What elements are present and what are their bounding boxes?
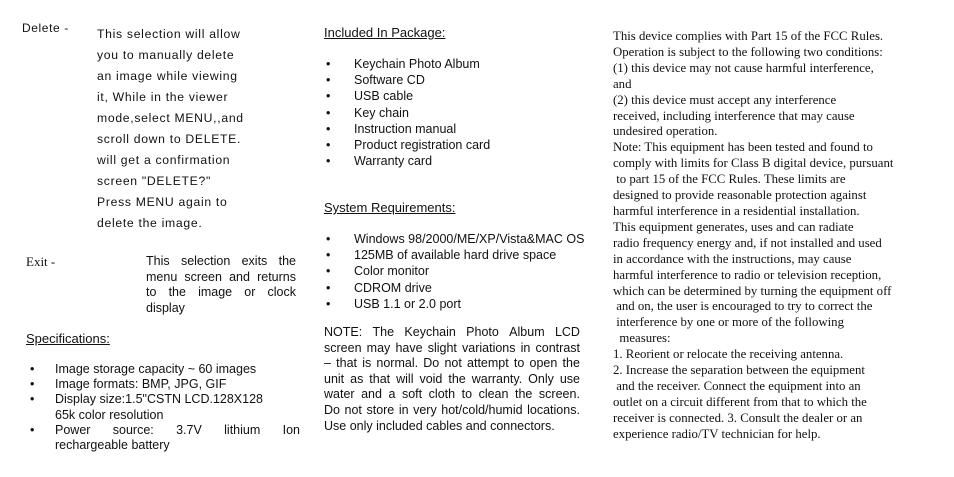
spec-line: [55, 438, 300, 453]
spec-item: [30, 392, 300, 422]
fcc-line: outlet on a circuit different from that to which the: [613, 394, 867, 409]
word: will: [396, 371, 414, 386]
bullet-icon: •: [326, 121, 331, 136]
word: not: [444, 356, 462, 371]
word: soft: [401, 387, 423, 402]
fcc-line: interference by one or more of the following: [613, 315, 844, 330]
word: returns: [257, 269, 296, 284]
word: the: [448, 371, 466, 386]
word: The: [372, 325, 395, 339]
word: NOTE:: [324, 325, 363, 339]
word: Do: [324, 402, 340, 417]
delete-line: mode,select MENU,,and: [97, 111, 244, 125]
word: Image formats: BMP, JPG, GIF: [55, 377, 227, 392]
fcc-line: 1. Reorient or relocate the receiving antenna.: [613, 347, 844, 362]
package-item-label: Key chain: [354, 105, 409, 120]
delete-line: you to manually delete: [97, 48, 235, 62]
word: screen.: [538, 387, 580, 402]
delete-line: This selection will allow: [97, 27, 241, 41]
package-item: [326, 105, 490, 121]
requirement-item-label: CDROM drive: [354, 280, 432, 295]
word: This: [146, 254, 170, 268]
word: Keychain: [404, 325, 456, 339]
word: selection: [180, 254, 231, 268]
exit-line: [146, 285, 296, 301]
package-item: [326, 88, 490, 104]
bullet-icon: •: [30, 362, 35, 376]
fcc-line: undesired operation.: [613, 124, 718, 139]
package-item-label: Warranty card: [354, 154, 433, 169]
fcc-line: harmful interference to radio or television reception,: [613, 267, 882, 282]
fcc-line: in accordance with the instructions, may cause: [613, 251, 852, 266]
fcc-line: This device complies with Part 15 of the FCC Rules.: [613, 29, 884, 43]
bullet-icon: •: [326, 89, 331, 104]
bullet-icon: •: [326, 248, 331, 263]
fcc-line: designed to provide reasonable protection against: [613, 188, 867, 203]
delete-line: an image while viewing: [97, 69, 238, 83]
word: and: [229, 269, 250, 284]
word: Ion: [282, 422, 300, 437]
note-paragraph: [324, 325, 580, 434]
package-item-label: USB cable: [354, 89, 414, 104]
word: store: [366, 402, 395, 417]
spec-text: [55, 362, 300, 377]
word: clean: [478, 387, 509, 402]
requirements-list: [326, 231, 584, 312]
fcc-line: receiver is connected. 3. Consult the dealer or an: [613, 410, 863, 425]
word: to: [461, 387, 473, 402]
specifications-heading: Specifications:: [26, 331, 110, 346]
word: locations.: [527, 402, 580, 417]
fcc-line: which can be determined by turning the equipment off: [613, 283, 892, 298]
word: that: [336, 356, 357, 371]
bullet-icon: •: [30, 422, 35, 437]
word: Only: [528, 371, 554, 386]
exit-description: [146, 254, 296, 316]
bullet-icon: •: [326, 264, 331, 279]
word: Do: [423, 356, 440, 371]
word: slight: [427, 340, 457, 355]
delete-line: delete the image.: [97, 216, 203, 230]
delete-line: will get a confirmation: [97, 153, 231, 167]
requirement-item-label: Windows 98/2000/ME/XP/Vista&MAC OS: [354, 232, 585, 246]
word: menu: [146, 269, 178, 284]
package-item-label: Software CD: [354, 73, 425, 88]
word: 3.7V: [176, 422, 202, 437]
word: the: [278, 254, 296, 268]
delete-line: Press MENU again to: [97, 195, 228, 209]
note-line: [324, 387, 580, 403]
fcc-line: Operation is subject to the following two conditions:: [613, 44, 883, 59]
bullet-icon: •: [30, 377, 35, 392]
word: source:: [112, 422, 154, 437]
word: as: [350, 371, 364, 386]
package-item-label: Instruction manual: [354, 121, 457, 136]
package-item-label: Product registration card: [354, 138, 491, 153]
requirement-item: [326, 263, 584, 279]
spec-text: [55, 392, 300, 422]
exit-label: Exit -: [26, 254, 56, 269]
package-item: [326, 72, 490, 88]
spec-line: [55, 423, 300, 438]
word: warranty.: [471, 371, 523, 386]
spec-item: [30, 377, 300, 392]
word: variations: [462, 340, 516, 355]
word: screen: [184, 269, 222, 284]
requirement-item: [326, 231, 584, 247]
word: in: [398, 402, 409, 417]
word: that: [369, 371, 391, 386]
requirement-item-label: 125MB of available hard drive space: [354, 248, 557, 263]
fcc-line: and: [613, 76, 632, 91]
fcc-line: (1) this device may not cause harmful interference,: [613, 60, 874, 75]
fcc-line: experience radio/TV technician for help.: [613, 426, 821, 441]
bullet-icon: •: [326, 138, 331, 153]
spec-text: [55, 377, 300, 392]
word: the: [562, 356, 580, 371]
word: not: [344, 402, 362, 417]
specifications-list: [30, 362, 300, 453]
word: lithium: [224, 422, 261, 437]
spec-item: [30, 423, 300, 453]
fcc-line: measures:: [613, 331, 671, 346]
exit-line: [146, 270, 296, 286]
spec-text: [55, 423, 300, 453]
word: use: [559, 371, 580, 386]
requirement-item: [326, 296, 584, 312]
requirement-item-label: Color monitor: [354, 264, 430, 279]
delete-line: scroll down to DELETE.: [97, 132, 242, 146]
word: a: [388, 387, 396, 402]
word: cloth: [428, 387, 456, 402]
word: very: [413, 402, 437, 417]
word: clock: [267, 285, 296, 299]
package-heading: Included In Package:: [324, 25, 446, 40]
package-item: [326, 153, 490, 169]
word: rechargeable battery: [55, 438, 170, 453]
spec-line: [55, 392, 300, 407]
fcc-line: harmful interference in a residential installation.: [613, 203, 860, 218]
package-list: [326, 56, 490, 169]
bullet-icon: •: [326, 232, 331, 246]
word: Power: [55, 422, 91, 437]
word: Display size:1.5"CSTN LCD.128X128: [55, 392, 264, 407]
bullet-icon: •: [326, 154, 331, 169]
word: to: [513, 356, 525, 371]
bullet-icon: •: [326, 73, 331, 88]
word: Album: [509, 325, 545, 339]
package-item-label: Keychain Photo Album: [354, 57, 480, 71]
requirement-item-label: USB 1.1 or 2.0 port: [354, 296, 462, 311]
word: attempt: [467, 356, 509, 371]
spec-line: [55, 362, 300, 377]
word: LCD: [554, 325, 580, 339]
requirement-item: [326, 280, 584, 296]
word: and: [361, 387, 382, 402]
word: or: [244, 285, 256, 299]
word: normal.: [376, 356, 419, 371]
word: open: [529, 356, 558, 371]
word: display: [146, 300, 185, 315]
spec-line: [55, 377, 300, 392]
word: in: [520, 340, 531, 355]
fcc-line: radio frequency energy and, if not installed and used: [613, 235, 882, 250]
note-line: [324, 325, 580, 341]
fcc-line: This equipment generates, uses and can radiate: [613, 219, 854, 234]
bullet-icon: •: [326, 105, 331, 120]
package-item: [326, 56, 490, 72]
delete-description: [97, 26, 267, 236]
fcc-line: and the receiver. Connect the equipment into an: [613, 378, 861, 393]
word: hot/cold/humid: [441, 402, 523, 417]
word: water: [324, 387, 355, 402]
word: screen: [324, 340, 362, 355]
bullet-icon: •: [30, 392, 35, 407]
fcc-line: (2) this device must accept any interference: [613, 92, 837, 107]
word: have: [395, 340, 423, 355]
fcc-line: to part 15 of the FCC Rules. These limits are: [613, 172, 846, 187]
requirements-heading: System Requirements:: [324, 200, 456, 215]
word: Photo: [466, 325, 499, 339]
delete-line: it, While in the viewer: [97, 90, 229, 104]
bullet-icon: •: [326, 57, 331, 71]
note-line: [324, 403, 580, 419]
spec-line: [55, 408, 300, 423]
word: exits: [241, 254, 268, 268]
word: the: [168, 285, 186, 299]
word: 65k color resolution: [55, 407, 164, 422]
fcc-line: received, including interference that may cause: [613, 108, 855, 123]
word: image: [198, 285, 233, 299]
bullet-icon: •: [326, 296, 331, 311]
word: to: [146, 285, 157, 299]
exit-line: [146, 254, 296, 270]
exit-line: [146, 301, 296, 317]
spec-item: [30, 362, 300, 377]
word: unit: [324, 371, 345, 386]
fcc-line: and on, the user is encouraged to try to correct the: [613, 299, 873, 314]
bullet-icon: •: [326, 280, 331, 295]
fcc-line: comply with limits for Class B digital device, pursuant: [613, 156, 894, 171]
note-line: [324, 419, 580, 435]
word: may: [366, 340, 391, 355]
word: Use only included cables and connectors.: [324, 418, 555, 433]
word: void: [419, 371, 443, 386]
delete-line: screen "DELETE?": [97, 174, 212, 188]
word: –: [324, 356, 331, 371]
word: is: [362, 356, 372, 371]
fcc-line: Note: This equipment has been tested and found to: [613, 140, 873, 155]
word: Image storage capacity ~ 60 images: [55, 362, 257, 376]
note-line: [324, 372, 580, 388]
fcc-line: 2. Increase the separation between the equipment: [613, 363, 865, 378]
package-item: [326, 121, 490, 137]
note-line: [324, 341, 580, 357]
delete-label: Delete -: [22, 21, 69, 35]
word: contrast: [535, 340, 580, 355]
fcc-statement: [613, 29, 923, 443]
word: the: [515, 387, 533, 402]
requirement-item: [326, 247, 584, 263]
package-item: [326, 137, 490, 153]
note-line: [324, 356, 580, 372]
